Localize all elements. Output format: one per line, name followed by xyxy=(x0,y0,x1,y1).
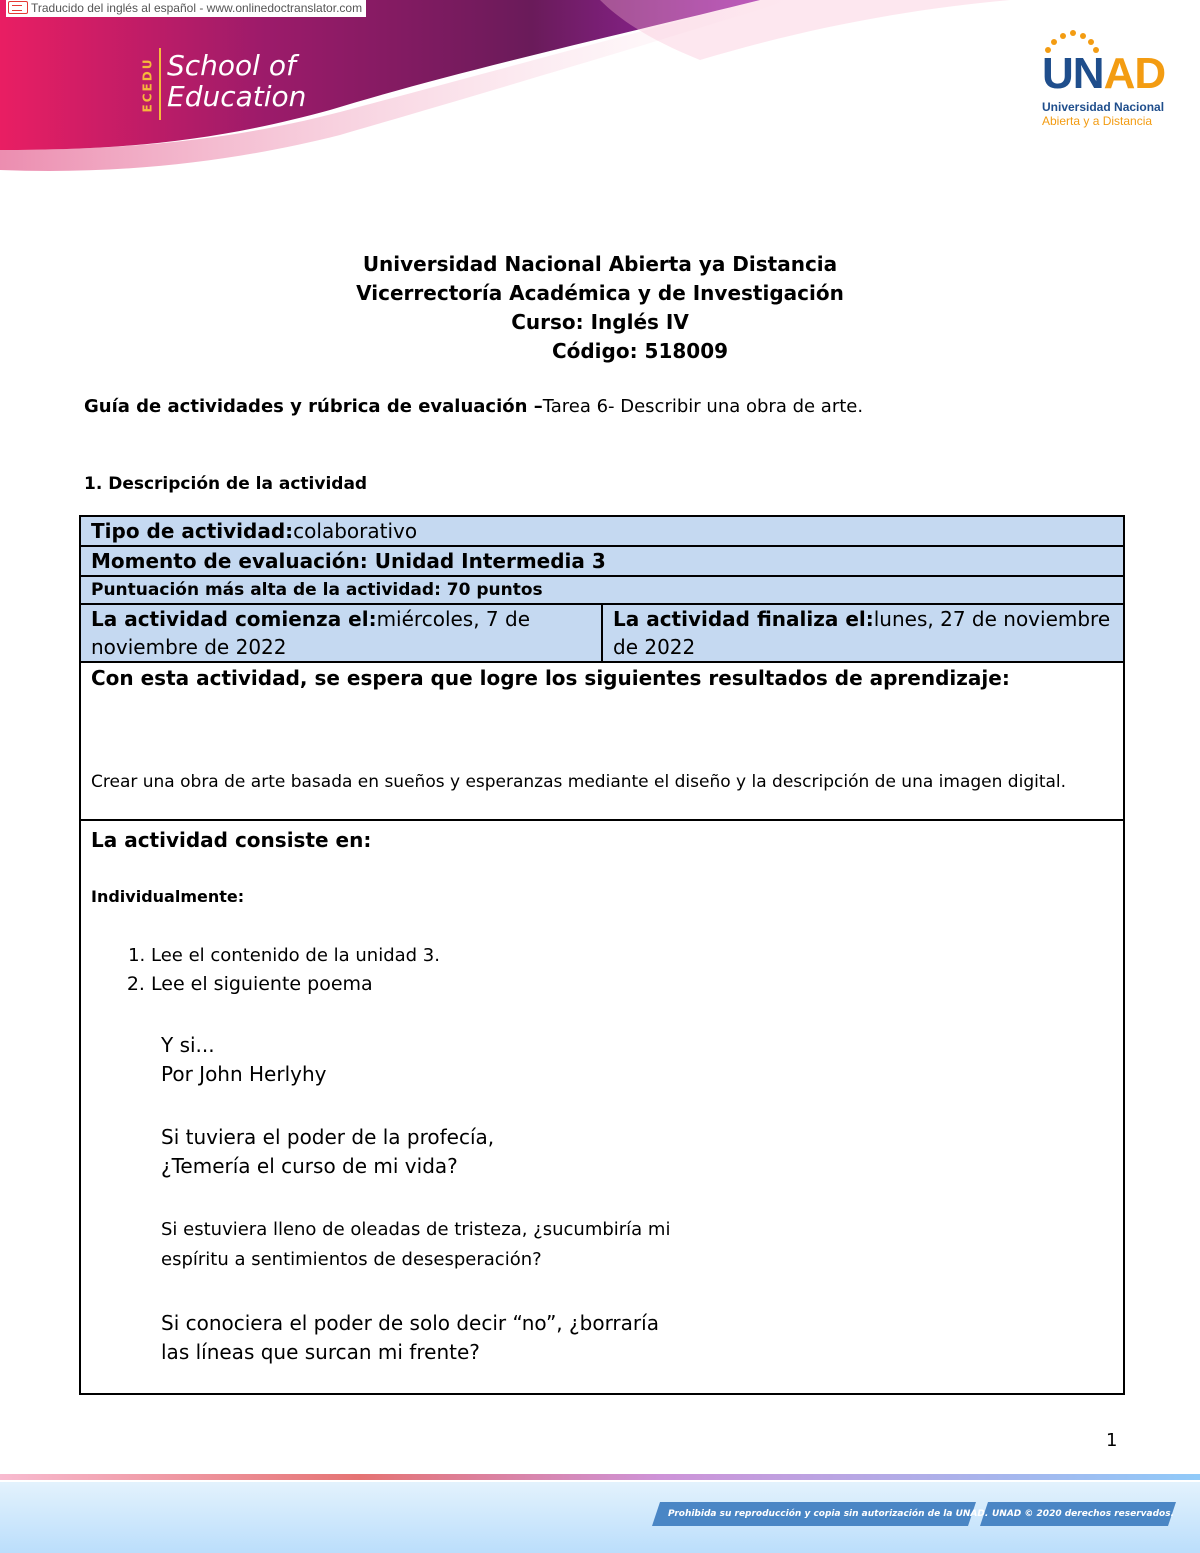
poem-header: Y si... Por John Herlyhy xyxy=(161,1033,327,1086)
table-row-results xyxy=(80,662,1124,820)
translator-notice: Traducido del inglés al español - www.onlinedoctranslator.com xyxy=(6,0,366,17)
university-heading: Universidad Nacional Abierta ya Distancia xyxy=(362,252,838,276)
ecedu-label: ECEDU xyxy=(140,57,154,113)
section-1-title: 1. Descripción de la actividad xyxy=(84,474,368,494)
activity-table xyxy=(79,515,1125,1395)
poem-stanza-3: Si conociera el poder de solo decir “no”, ¿borraría las líneas que surcan mi frente? xyxy=(161,1311,659,1364)
list-item: 1. Lee el contenido de la unidad 3. xyxy=(151,941,1113,970)
footer-rights: UNAD © 2020 derechos reservados. xyxy=(992,1509,1175,1519)
unad-wordmark: UNAD xyxy=(1042,49,1166,98)
unad-subtitle-2: Abierta y a Distancia xyxy=(1042,114,1153,128)
poem-stanza-1: Si tuviera el poder de la profecía, ¿Temería el curso de mi vida? xyxy=(161,1125,495,1178)
table-row-score: Puntuación más alta de la actividad: 70 puntos xyxy=(80,576,1124,604)
end-date-cell: La actividad finaliza el:lunes, 27 de noviembre de 2022 xyxy=(602,604,1124,662)
vice-rectory-heading: Vicerrectoría Académica y de Investigación xyxy=(356,281,844,305)
list-item: 2. Lee el siguiente poema xyxy=(151,970,1113,999)
guide-title: Guía de actividades y rúbrica de evaluación –Tarea 6- Describir una obra de arte. xyxy=(84,396,864,417)
ecedu-divider xyxy=(159,48,161,120)
consists-heading: La actividad consiste en: xyxy=(91,828,372,852)
steps-list xyxy=(91,941,1113,999)
poem-stanza-2: Si estuviera lleno de oleadas de tristeza, ¿sucumbiría mi espíritu a sentimientos de desesperación? xyxy=(161,1219,671,1270)
start-date-cell: La actividad comienza el:miércoles, 7 de noviembre de 2022 xyxy=(80,604,602,662)
footer-copyright-notice: Prohibida su reproducción y copia sin autorización de la UNAD. xyxy=(668,1509,989,1519)
table-row-moment: Momento de evaluación: Unidad Intermedia 3 xyxy=(80,546,1124,576)
results-text: Crear una obra de arte basada en sueños y esperanzas mediante el diseño y la descripción de una imagen digital. xyxy=(91,772,1067,792)
translate-icon xyxy=(8,1,28,14)
table-row-type: Tipo de actividad:colaborativo xyxy=(80,516,1124,546)
individual-label: Individualmente: xyxy=(91,887,245,906)
course-heading: Curso: Inglés IV xyxy=(511,310,689,334)
page-number: 1 xyxy=(1106,1430,1118,1451)
results-heading: Con esta actividad, se espera que logre los siguientes resultados de aprendizaje: xyxy=(91,666,1010,690)
poem xyxy=(161,1031,1113,1367)
table-row-consists xyxy=(80,820,1124,1394)
table-row-dates xyxy=(80,604,1124,662)
school-of-education-logo: School of Education xyxy=(167,49,307,113)
unad-subtitle-1: Universidad Nacional xyxy=(1042,100,1165,114)
code-heading: Código: 518009 xyxy=(551,339,729,363)
